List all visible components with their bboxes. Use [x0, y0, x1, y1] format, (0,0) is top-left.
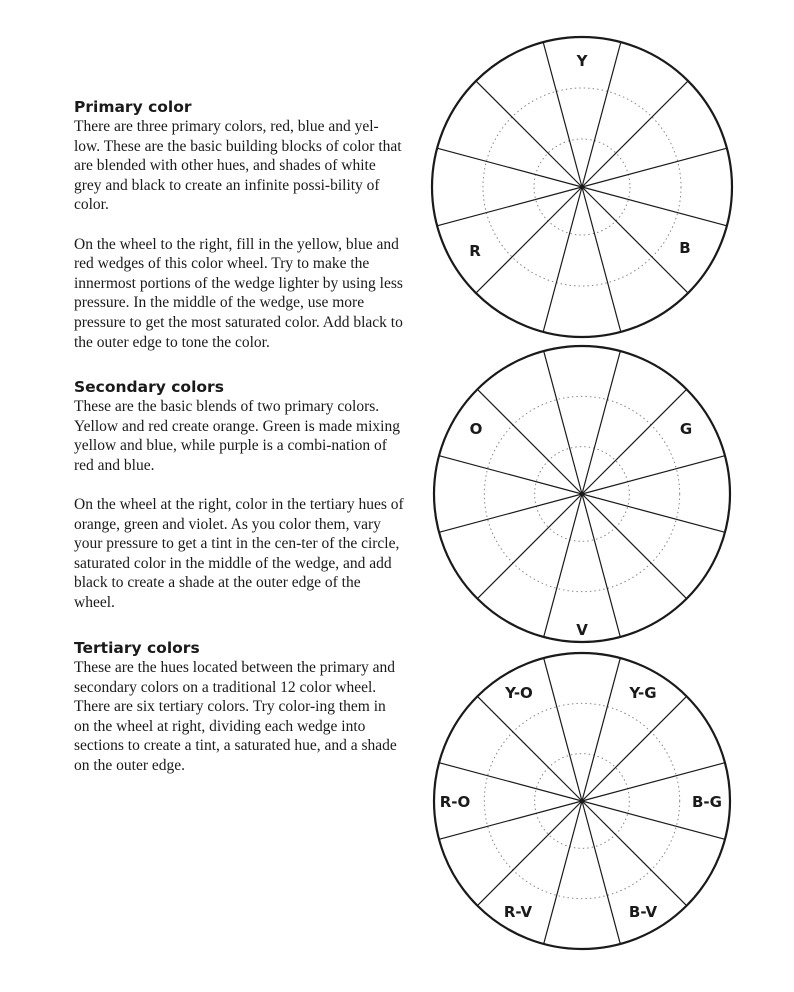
wheel-label-y-g: Y-G — [629, 684, 657, 702]
center-dot — [580, 799, 584, 803]
wheel-label-y: Y — [576, 52, 588, 70]
wheel-label-y-o: Y-O — [505, 684, 533, 702]
secondary-wheel[interactable] — [434, 346, 730, 642]
paragraph: On the wheel at the right, color in the tertiary hues of orange, green and violet. As you color them, vary your pressure to get a tint in the cen-ter of the circle, saturated color in the middle of the wedge, and add black to create a shade at the outer edge of the wheel. — [74, 495, 404, 611]
section-title: Primary color — [74, 98, 192, 116]
paragraph: These are the basic blends of two primary colors. Yellow and red create orange. Green is made mixing yellow and blue, while purple is a combi-nation of red and blue. — [74, 398, 400, 474]
wheel-label-g: G — [679, 420, 693, 438]
section-title: Secondary colors — [74, 378, 224, 396]
primary-wheel[interactable] — [432, 37, 732, 337]
paragraph: These are the hues located between the primary and secondary colors on a traditional 12 color wheel. There are six tertiary colors. Try color-ing them in on the wheel at right, dividing each wedge into sections to create a tint, a saturated hue, and a shade on the outer edge. — [74, 659, 397, 774]
wheel-label-b-g: B-G — [692, 793, 722, 811]
paragraph: On the wheel to the right, fill in the yellow, blue and red wedges of this color wheel. Try to make the innermost portions of the wedge lighter by using less pressure. In the middle of the wedge, use more pressure to get the most saturated color. Add black to the outer edge to tone the color. — [74, 235, 403, 351]
center-dot — [580, 185, 584, 189]
wheel-label-b-v: B-V — [628, 903, 658, 921]
wheel-label-v: V — [576, 621, 588, 639]
paragraph: There are three primary colors, red, blue and yel-low. These are the basic building blocks of color that are blended with other hues, and shades of white grey and black to create an infinite possi-bility of color. — [74, 118, 402, 214]
tertiary-wheel[interactable] — [434, 653, 730, 949]
wheel-label-b: B — [679, 239, 691, 257]
wheel-label-r-o: R-O — [439, 793, 471, 811]
wheel-label-r-v: R-V — [503, 903, 533, 921]
wheel-label-r: R — [469, 242, 481, 260]
wheel-label-o: O — [469, 420, 483, 438]
section-title: Tertiary colors — [74, 639, 200, 657]
center-dot — [580, 492, 584, 496]
